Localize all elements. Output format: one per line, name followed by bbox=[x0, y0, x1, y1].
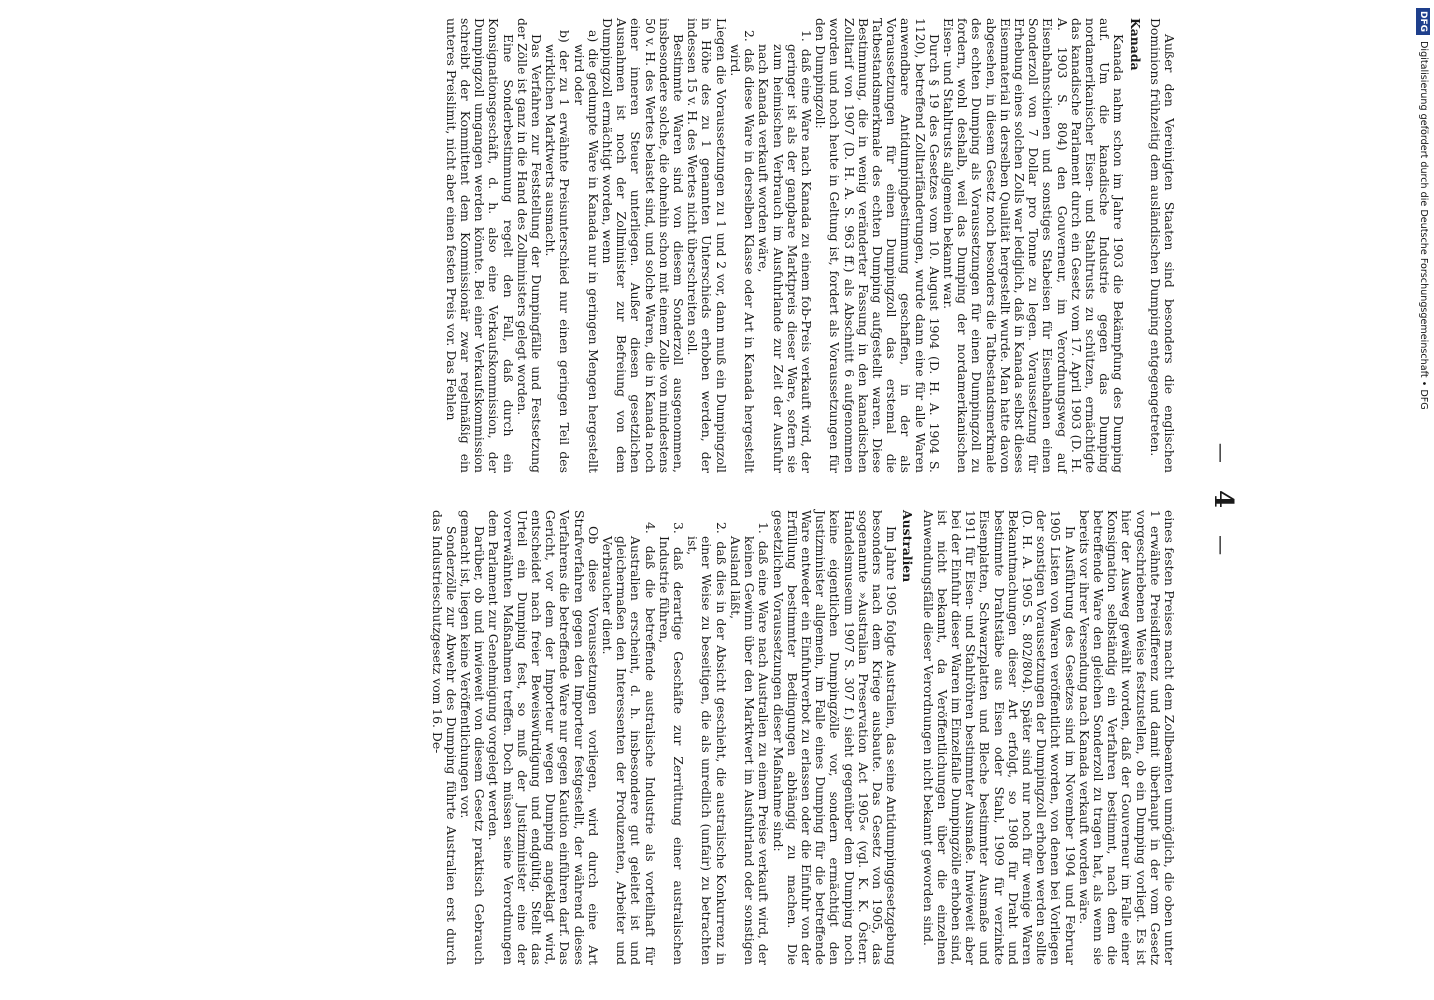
list-text: daß eine Ware nach Australien zu einem Preise verkauft wird, der keinen Gewinn über den Marktwert im Ausfuhrland oder sonstigen Ausland läßt, bbox=[727, 536, 772, 965]
list-text: daß eine Ware nach Kanada zu einem fob-Preis verkauft wird, der geringer ist als der gangbare Marktpreis dieser Ware, sofern sie zum heimischen Verbrauch im Ausfuhrlande zur Zeit der Ausfuhr nach Kanada verkauft worden wäre, bbox=[756, 44, 814, 473]
list-item bbox=[728, 18, 756, 473]
list-item bbox=[728, 510, 771, 965]
list-item bbox=[685, 510, 728, 965]
page-header bbox=[1208, 0, 1238, 1000]
list-text: der zu 1 erwähnte Preisunterschied nur einen geringen Teil des wirklichen Marktwerts ausmacht. bbox=[543, 44, 573, 473]
header-dash-right: — bbox=[1210, 535, 1234, 558]
section-heading-australien: Australien bbox=[900, 510, 916, 583]
list-number: b) bbox=[557, 30, 573, 43]
list-item bbox=[657, 510, 685, 965]
list-text: daß die betreffende australische Industrie als vorteilhaft für Australien erscheint, d. h. insbesondere gut geleitet ist und gleichermaßen den Interessenten der Produzenten, Arbeiter und Verbraucher dient. bbox=[600, 536, 658, 965]
list-number: 2. bbox=[742, 30, 758, 42]
paragraph: Liegen die Voraussetzungen zu 1 und 2 vor, dann muß ein Dumpingzoll in Höhe des zu 1 genannten Unterschieds erhoben werden, der indessen 15 v. H. des Wertes nicht überschreiten soll. bbox=[685, 18, 729, 473]
list-number: 4. bbox=[642, 522, 658, 534]
paragraph: Außer den Vereinigten Staaten sind besonders die englischen Dominions frühzeitig dem ausländischen Dumping entgegengetreten. bbox=[1147, 18, 1177, 473]
list-number: 1. bbox=[798, 30, 814, 42]
paragraph: In Ausführung des Gesetzes sind im November 1904 und Februar 1905 Listen von Waren veröffentlicht worden, von denen bei Vorliegen der sonstigen Voraussetzungen der Dumpingzoll erhoben werden sollte (D. H. A. 1905 S. 802/804). Später sind nur noch für wenige Waren Bekanntmachungen dieser Art erfolgt, so 1908 für Draht und bestimmte Drahtstäbe aus Eisen oder Stahl, 1909 für verzinkte Eisenplatten, Schwarzplatten und Bleche bestimmter Ausmaße und 1911 für Eisen- und Stahlröhren bestimmter Ausmaße. Inwieweit aber bei der Einfuhr dieser Waren im Einzelfalle Dumpingzölle erhoben sind, ist nicht bekannt, da Veröffentlichungen über die einzelnen Anwendungsfälle dieser Verordnungen nicht bekannt geworden sind. bbox=[920, 510, 1078, 965]
header-dash-left: — bbox=[1210, 442, 1234, 465]
list-number: 2. bbox=[713, 522, 729, 534]
paragraph: Ob diese Voraussetzungen vorliegen, wird durch eine Art Strafverfahren gegen den Importeur festgestellt, der während dieses Verfahrens die betreffende Ware nur gegen Kaution einführen darf. Das Gericht, vor dem der Importeur wegen Dumping angeklagt wird, entscheidet nach freier Beweiswürdigung und endgültig. Stellt das Urteil ein Dumping fest, so muß der Justizminister eine der vorerwähnten Maßnahmen treffen. Doch müssen seine Verordnungen dem Parlament zur Genehmigung vorgelegt werden. bbox=[486, 510, 601, 965]
paragraph: Sonderzölle zur Abwehr des Dumping führte Australien erst durch das Industrieschutzgesetz vom 16. De- bbox=[429, 510, 459, 965]
list-item bbox=[571, 18, 599, 473]
list-item bbox=[600, 510, 657, 965]
paragraph: Im Jahre 1905 folgte Australien, das seine Antidumpinggesetzgebung besonders nach dem Kriege ausbaute. Das Gesetz von 1905, das sogenannte »Australian Preservation Act 1905« (vgl. K. K. Österr. Handelsmuseum 1907 S. 307 f.) sieht gegenüber dem Dumping noch keine eigentlichen Dumpingzölle vor, sondern ermächtigt den Justizminister allgemein, im Falle eines Dumping für die betreffende Ware entweder ein Einfuhrverbot zu erlassen oder die Einfuhr von der Erfüllung bestimmter Bedingungen abhängig zu machen. Die gesetzlichen Voraussetzungen dieser Maßnahme sind: bbox=[770, 510, 900, 965]
left-column bbox=[444, 18, 1176, 473]
list-item bbox=[756, 18, 813, 473]
funding-note: Digitalisierung gefördert durch die Deutsche Forschungsgemeinschaft • DFG bbox=[1418, 41, 1429, 410]
list-text: daß dies in der Absicht geschieht, die australische Konkurrenz in einer Weise zu beseitigen, die als unredlich (unfair) zu betrachten ist, bbox=[685, 536, 729, 965]
dfg-logo: DFG bbox=[1416, 8, 1430, 35]
list-item bbox=[543, 18, 571, 473]
list-text: die gedumpte Ware in Kanada nur in geringen Mengen hergestellt wird oder bbox=[571, 44, 601, 473]
list-text: daß diese Ware in derselben Klasse oder Art in Kanada hergestellt wird. bbox=[727, 44, 758, 473]
right-column bbox=[429, 510, 1176, 965]
rotated-page-content bbox=[96, 0, 1256, 1000]
paragraph: Darüber, ob und inwieweit von diesem Gesetz praktisch Gebrauch gemacht ist, liegen keine Veröffentlichungen vor. bbox=[458, 510, 488, 965]
paragraph: Das Verfahren zur Feststellung der Dumpingfälle und Festsetzung der Zölle ist ganz in die Hand des Zollministers gelegt worden. bbox=[514, 18, 545, 473]
section-heading-kanada: Kanada bbox=[1127, 18, 1143, 71]
paragraph: eines festen Preises macht dem Zollbeamten unmöglich, die oben unter 1 erwähnte Preisdifferenz und damit überhaupt in der vom Gesetz vorgeschriebenen Weise festzustellen, ob ein Dumping vorliegt. Es ist hier der Ausweg gewählt worden, daß der Gouverneur im Falle einer Konsignation selbständig ein Verfahren bestimmt, nach dem die betreffende Ware den gleichen Sonderzoll zu tragen hat, als wenn sie bereits vor ihrer Versendung nach Kanada verkauft worden wäre. bbox=[1076, 510, 1177, 965]
page-4 bbox=[96, 0, 1256, 1000]
stamp-text-row bbox=[1412, 8, 1434, 1000]
paragraph: Eine Sonderbestimmung regelt den Fall, daß durch ein Konsignationsgeschäft, d. h. also eine Verkaufskommission, der Dumpingzoll umgangen werden könnte. Bei einer Verkaufskommission schreibt der Kommittent dem Kommissionär zwar regelmäßig ein unteres Preislimit, nicht aber einen festen Preis vor. Das Fehlen bbox=[443, 18, 516, 473]
paragraph: Bestimmte Waren sind von diesem Sonderzoll ausgenommen, insbesondere solche, die ohnehin schon mit einem Zolle von mindestens 50 v. H. des Wertes belastet sind, und solche Waren, die in Kanada noch einer inneren Steuer unterliegen. Außer diesen gesetzlichen Ausnahmen ist noch der Zollminister zur Befreiung von dem Dumpingzoll ermächtigt worden, wenn bbox=[600, 18, 687, 473]
paragraph: Durch § 19 des Gesetzes vom 10. August 1904 (D. H. A. 1904 S. 1120), betreffend Zolltarifänderungen, wurde dann eine für alle Waren anwendbare Antidumpingbestimmung geschaffen, in der als Voraussetzungen für einen Dumpingzoll das erstemal die Tatbestandsmerkmale des echten Dumping aufgestellt waren. Diese Bestimmung, die in wenig veränderter Fassung in den kanadischen Zolltarif von 1907 (D. H. A. S. 963 ff.) als Abschnitt 6 aufgenommen worden und noch heute in Geltung ist, fordert als Voraussetzungen für den Dumpingzoll: bbox=[813, 18, 942, 473]
list-number: 3. bbox=[671, 522, 687, 534]
list-text: daß derartige Geschäfte zur Zerrüttung einer australischen Industrie führen, bbox=[656, 536, 687, 965]
digitization-stamp bbox=[1412, 8, 1434, 1000]
list-number: 1. bbox=[756, 522, 772, 534]
list-number: a) bbox=[585, 30, 601, 43]
page-number: 4 bbox=[1208, 489, 1238, 511]
paragraph: Kanada nahm schon im Jahre 1903 die Bekämpfung des Dumping auf. Um die kanadische Industrie gegen das Dumping nordamerikanischer Eisen- und Stahltrusts zu schützen, ermächtigte das kanadische Parlament durch ein Gesetz vom 17. April 1903 (D. H. A. 1903 S. 804) den Gouverneur, im Verordnungsweg auf Eisenbahnschienen und sonstiges Stabeisen für Eisenbahnen einen Sonderzoll von 7 Dollar pro Tonne zu legen. Voraussetzung für Erhebung eines solchen Zolls war lediglich, daß in Kanada selbst dieses Eisenmaterial in derselben Qualität hergestellt wurde. Man hatte davon abgesehen, in diesem Gesetz noch besonders die Tatbestandsmerkmale des echten Dumping als Voraussetzungen für einen Dumpingzoll zu fordern, wohl deshalb, weil das Dumping der nordamerikanischen Eisen- und Stahltrusts allgemein bekannt war. bbox=[940, 18, 1127, 473]
